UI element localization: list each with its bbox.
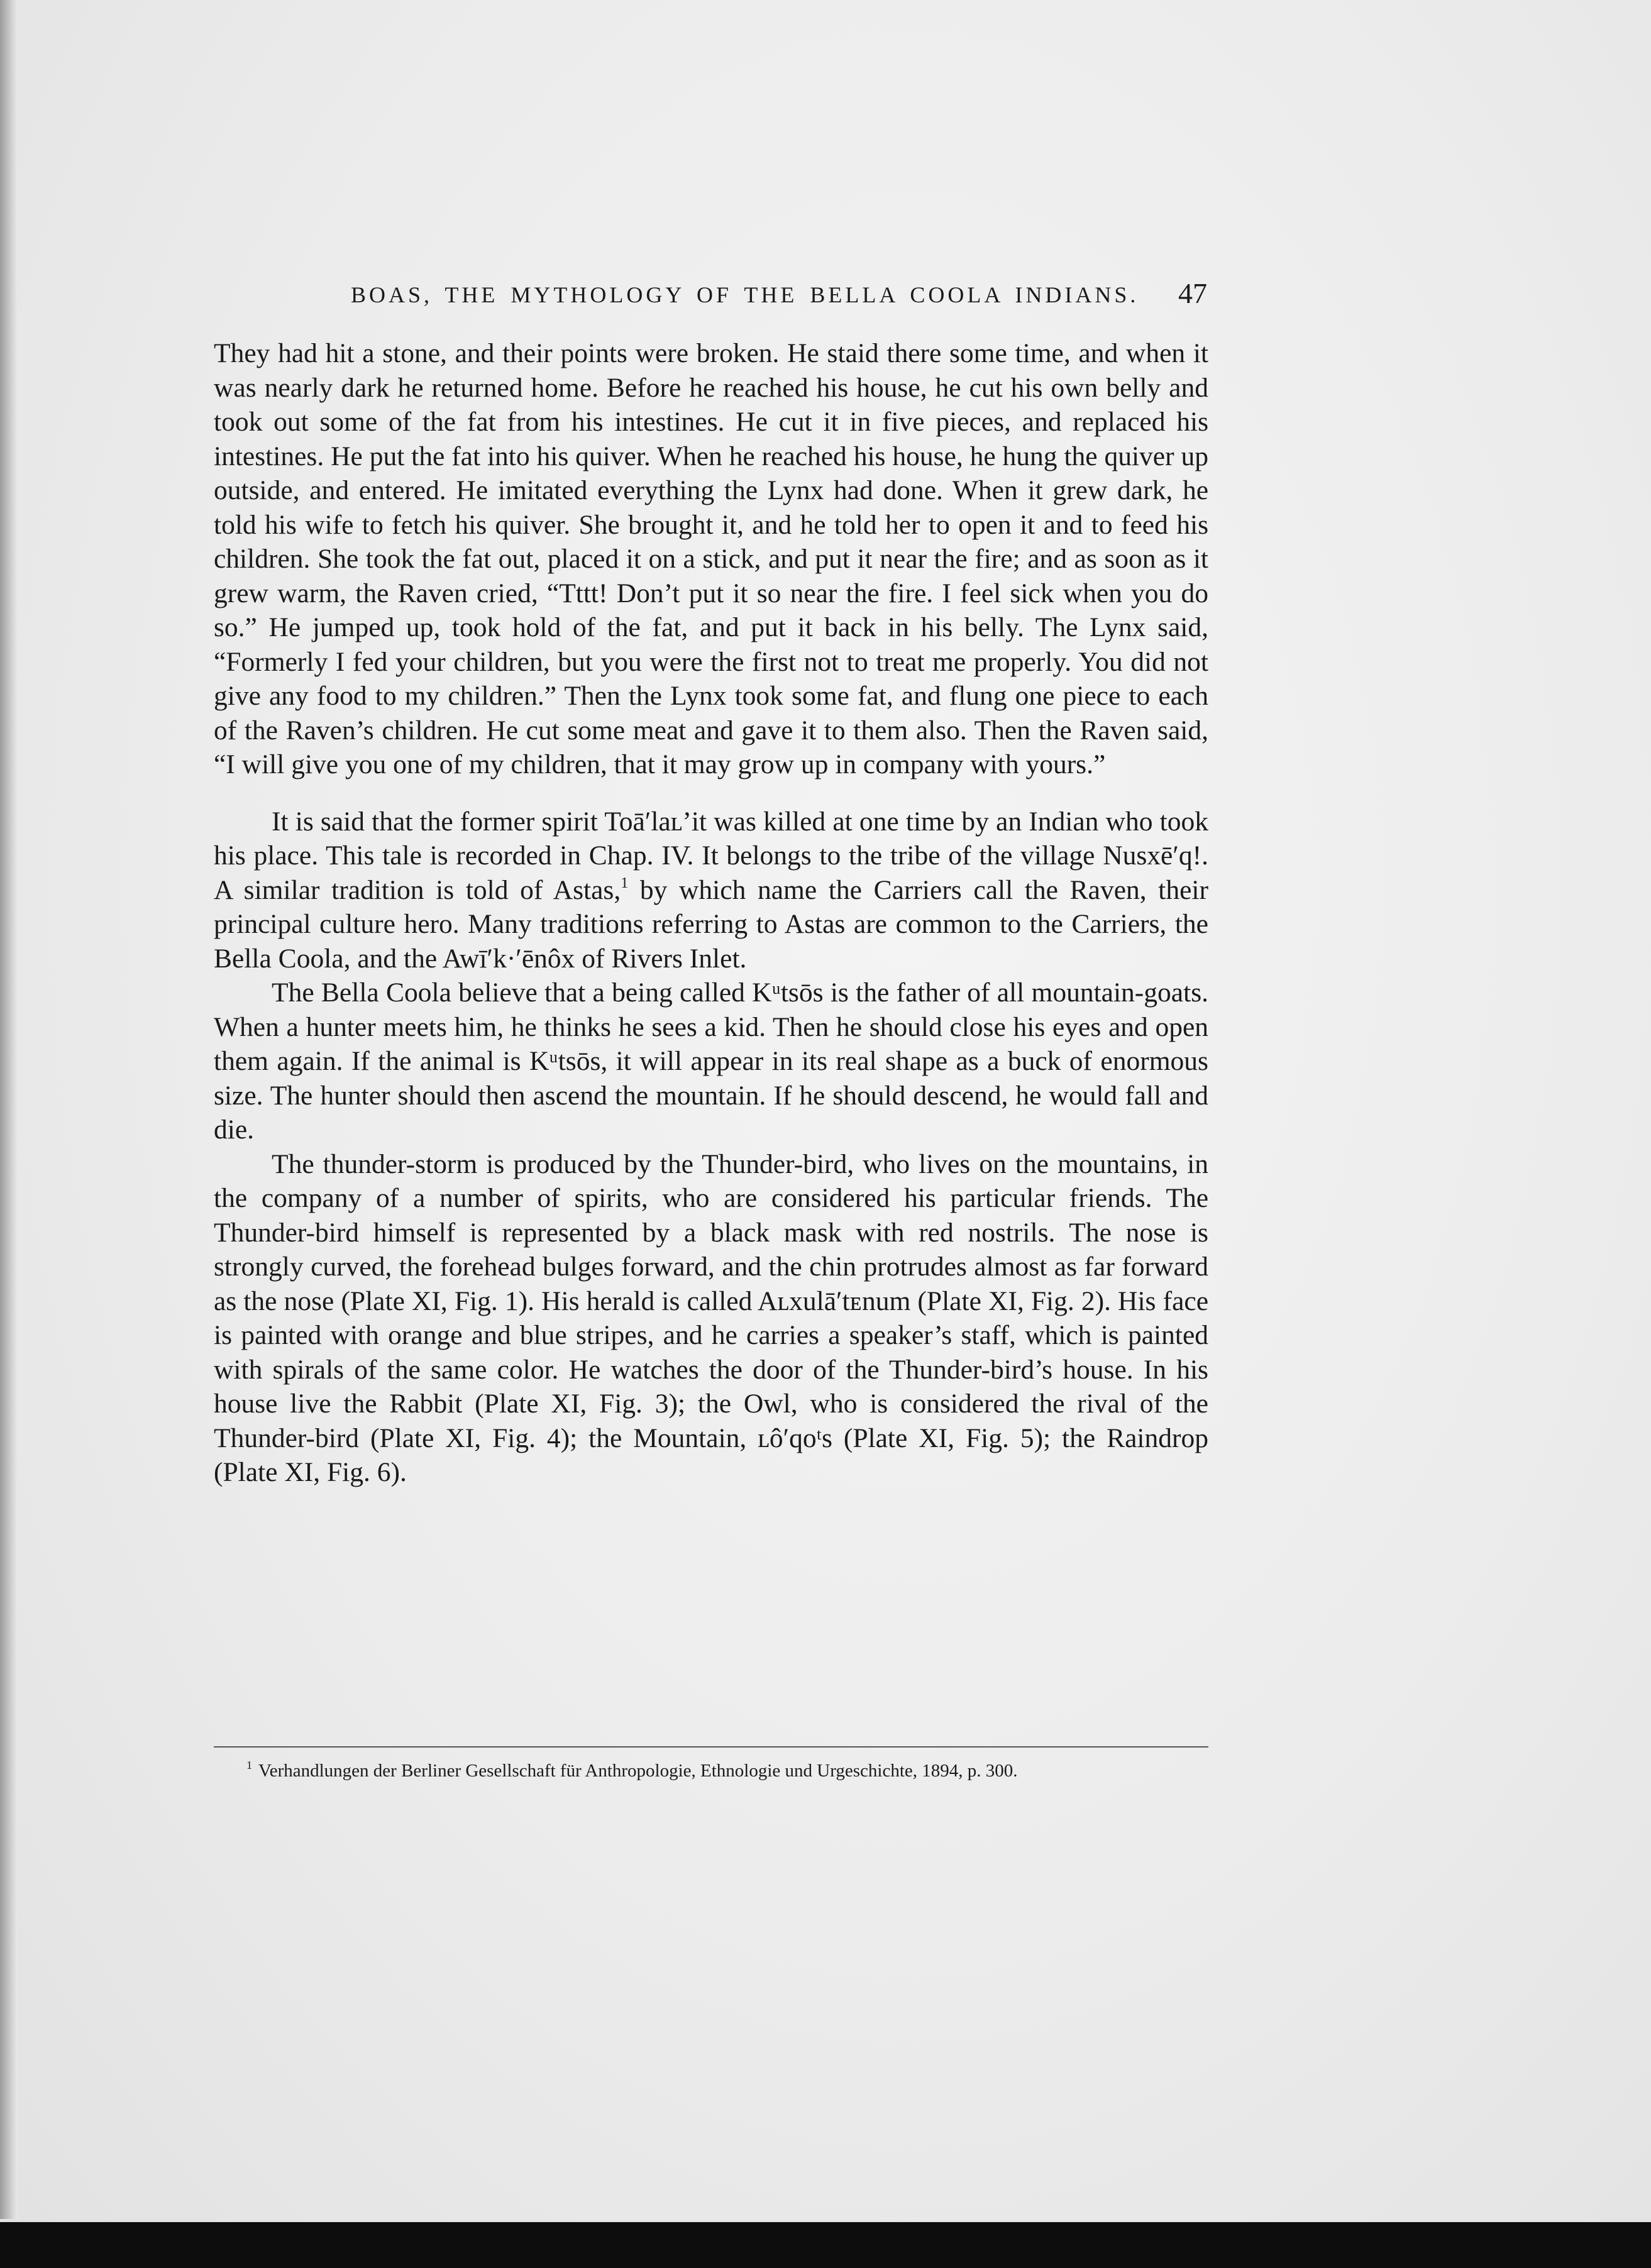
- running-head: [214, 277, 1207, 314]
- running-title: BOAS, THE MYTHOLOGY OF THE BELLA COOLA INDIANS.: [351, 282, 1139, 307]
- paragraph-raven-lynx: They had hit a stone, and their points were broken. He staid there some time, and when it was nearly dark he returned home. Before he reached his house, he cut his own belly and took out some of the fat from his intestines. He cut it in five pieces, and replaced his intestines. He put the fat into his quiver. When he reached his house, he hung the quiver up outside, and entered. He imitated everything the Lynx had done. When it grew dark, he told his wife to fetch his quiver. She brought it, and he told her to open it and to feed his children. She took the fat out, placed it on a stick, and put it near the fire; and as soon as it grew warm, the Raven cried, “Tttt! Don’t put it so near the fire. I feel sick when you do so.” He jumped up, took hold of the fat, and put it back in his belly. The Lynx said, “Formerly I fed your children, but you were the first not to treat me properly. You did not give any food to my children.” Then the Lynx took some fat, and flung one piece to each of the Raven’s children. He cut some meat and gave it to them also. Then the Raven said, “I will give you one of my children, that it may grow up in company with yours.”: [214, 338, 1208, 779]
- footnote-divider: [214, 1746, 1208, 1748]
- paragraph-toalalit-continued: by which name the Carriers call the Raven, their principal culture hero. Many traditions referring to Astas are common to the Carriers, the Bella Coola, and the Awī′k·′ēnôx of Rivers Inlet.: [214, 874, 1208, 974]
- paragraph-thunder-bird: The thunder-storm is produced by the Thunder-bird, who lives on the mountains, in the company of a number of spirits, who are considered his particular friends. The Thunder-bird himself is represented by a black mask with red nostrils. The nose is strongly curved, the forehead bulges forward, and the chin protrudes almost as far forward as the nose (Plate XI, Fig. 1). His herald is called Aʟxulā′tᴇnum (Plate XI, Fig. 2). His face is painted with orange and blue stripes, and he carries a speaker’s staff, which is painted with spirals of the same color. He watches the door of the Thunder-bird’s house. In his house live the Rabbit (Plate XI, Fig. 3); the Owl, who is considered the rival of the Thunder-bird (Plate XI, Fig. 4); the Mountain, ʟô′qoᵗs (Plate XI, Fig. 5); the Raindrop (Plate XI, Fig. 6).: [214, 1148, 1208, 1487]
- footnote: [246, 1754, 1227, 1782]
- paragraph-toalalit-text: It is said that the former spirit Toā′laʟ’it was killed at one time by an Indian who took his place. This tale is recorded in Chap. IV. It belongs to the tribe of the village Nusxē′q!. A similar tradition is told of Astas,: [214, 806, 1208, 905]
- page-number: 47: [1178, 277, 1207, 309]
- footnote-marker: 1: [246, 1759, 252, 1771]
- footnote-text: Verhandlungen der Berliner Gesellschaft für Anthropologie, Ethnologie und Urgeschichte, 1894, p. 300.: [258, 1761, 1018, 1781]
- body-text: [214, 336, 1208, 1490]
- scan-left-edge: [0, 0, 18, 2219]
- paragraph-kutsos: The Bella Coola believe that a being called Kᵘtsōs is the father of all mountain-goats. When a hunter meets him, he thinks he sees a kid. Then he should close his eyes and open them again. If the animal is Kᵘtsōs, it will appear in its real shape as a buck of enormous size. The hunter should then ascend the mountain. If he should descend, he would fall and die.: [214, 977, 1208, 1145]
- scan-bottom-border: [0, 2222, 1651, 2268]
- paragraph-toalalit: [214, 805, 1208, 976]
- footnote-reference: 1: [621, 874, 629, 891]
